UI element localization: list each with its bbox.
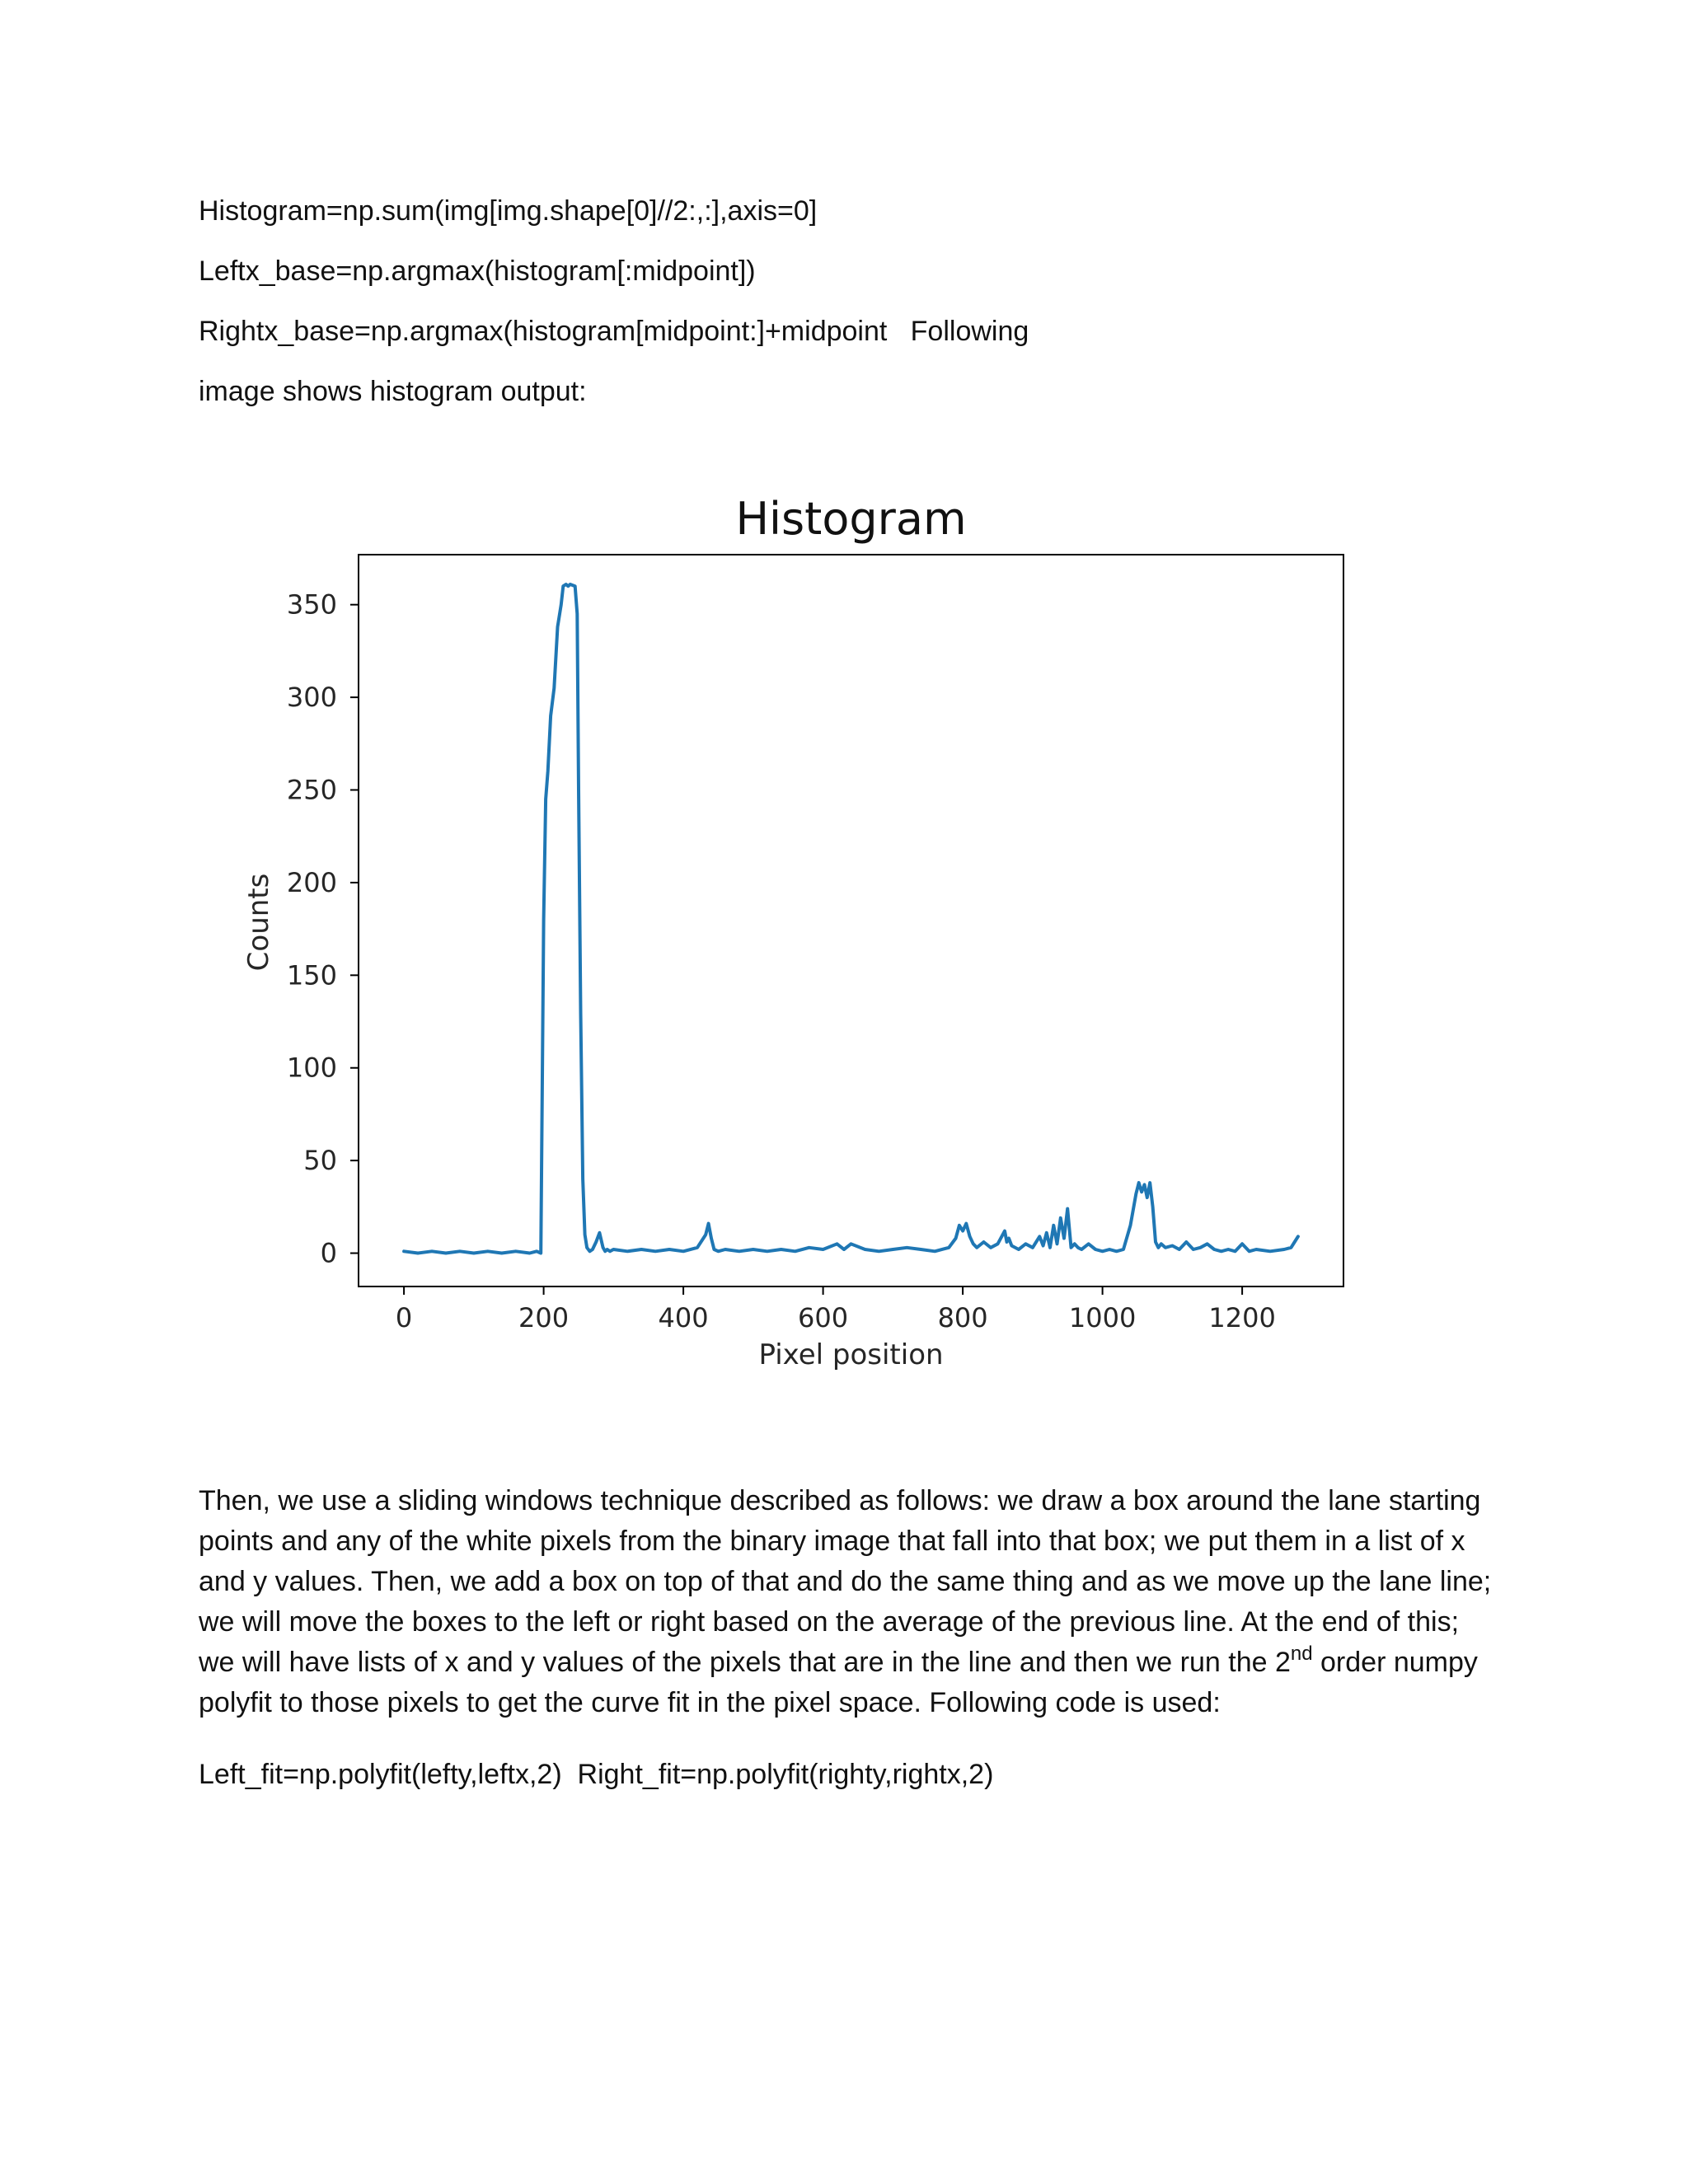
code-line-2: Leftx_base=np.argmax(histogram[:midpoint]) <box>199 255 756 287</box>
x-tick-label: 800 <box>937 1302 988 1333</box>
final-code-line: Left_fit=np.polyfit(lefty,leftx,2) Right_fit=np.polyfit(righty,rightx,2) <box>199 1759 994 1790</box>
x-tick-label: 600 <box>798 1302 849 1333</box>
y-tick-label: 350 <box>286 588 337 621</box>
code-line-3: Rightx_base=np.argmax(histogram[midpoint:]+midpoint Following <box>199 316 1029 347</box>
paragraph-superscript: nd <box>1290 1643 1313 1665</box>
paragraph-text-before: Then, we use a sliding windows technique described as follows: we draw a box around the lane starting points and any of the white pixels from the binary image that fall into that box; we put them in a list of x and y values. Then, we add a box on top of that and do the same thing and as we move up the lane line; we will move the boxes to the left or right based on the average of the previous line. At the end of this; we will have lists of x and y values of the pixels that are in the line and then we run the 2 <box>199 1485 1492 1678</box>
y-axis-title: Counts <box>242 873 275 972</box>
x-tick-label: 400 <box>658 1302 709 1333</box>
x-tick-label: 1000 <box>1068 1302 1137 1333</box>
x-tick-label: 0 <box>395 1302 413 1333</box>
code-line-1: Histogram=np.sum(img[img.shape[0]//2:,:],axis=0] <box>199 195 818 227</box>
histogram-series-line <box>404 584 1298 1254</box>
y-tick-label: 50 <box>303 1145 337 1177</box>
y-tick-label: 150 <box>286 959 337 991</box>
plot-frame <box>359 555 1343 1286</box>
code-line-4: image shows histogram output: <box>199 376 587 407</box>
paragraph-text-after: order numpy polyfit to those pixels to get the curve fit in the pixel space. Following code is used: <box>199 1647 1478 1718</box>
body-paragraph <box>199 1481 1501 1723</box>
y-tick-label: 200 <box>286 866 337 898</box>
y-tick-label: 250 <box>286 774 337 806</box>
y-tick-label: 300 <box>286 682 337 714</box>
x-tick-label: 200 <box>518 1302 570 1333</box>
y-tick-label: 0 <box>320 1237 337 1269</box>
x-axis-title: Pixel position <box>758 1338 944 1371</box>
chart-title: Histogram <box>735 493 967 545</box>
x-tick-label: 1200 <box>1208 1302 1276 1333</box>
y-tick-label: 100 <box>286 1052 337 1084</box>
